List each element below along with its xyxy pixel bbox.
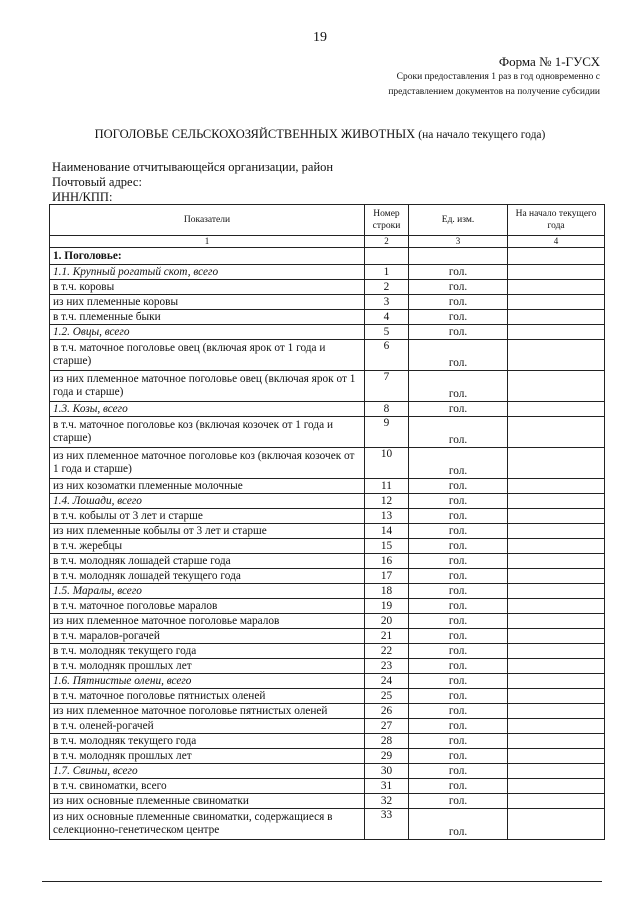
row-unit: гол. bbox=[408, 310, 507, 325]
row-label: из них племенное маточное поголовье маралов bbox=[50, 614, 365, 629]
row-unit: гол. bbox=[408, 494, 507, 509]
value-input-cell[interactable] bbox=[508, 689, 605, 704]
table-row bbox=[50, 479, 605, 494]
footer-divider bbox=[42, 881, 602, 882]
table-row bbox=[50, 659, 605, 674]
row-label: 1.4. Лошади, всего bbox=[50, 494, 365, 509]
row-label: в т.ч. маточное поголовье маралов bbox=[50, 599, 365, 614]
table-body bbox=[50, 248, 605, 840]
row-number: 4 bbox=[364, 310, 408, 325]
row-label: 1.1. Крупный рогатый скот, всего bbox=[50, 265, 365, 280]
table-row bbox=[50, 704, 605, 719]
row-unit: гол. bbox=[408, 809, 507, 840]
row-unit: гол. bbox=[408, 674, 507, 689]
table-row bbox=[50, 719, 605, 734]
row-label: 1.7. Свиньи, всего bbox=[50, 764, 365, 779]
value-input-cell[interactable] bbox=[508, 569, 605, 584]
value-input-cell[interactable] bbox=[508, 794, 605, 809]
row-unit: гол. bbox=[408, 599, 507, 614]
value-input-cell[interactable] bbox=[508, 614, 605, 629]
row-number: 18 bbox=[364, 584, 408, 599]
row-unit: гол. bbox=[408, 402, 507, 417]
value-input-cell[interactable] bbox=[508, 295, 605, 310]
table-row bbox=[50, 280, 605, 295]
table-row bbox=[50, 295, 605, 310]
row-label: из них племенные кобылы от 3 лет и старше bbox=[50, 524, 365, 539]
column-index: 1 bbox=[50, 236, 365, 248]
row-number: 12 bbox=[364, 494, 408, 509]
row-number: 28 bbox=[364, 734, 408, 749]
row-label: в т.ч. молодняк текущего года bbox=[50, 734, 365, 749]
row-unit: гол. bbox=[408, 280, 507, 295]
row-unit bbox=[408, 248, 507, 265]
row-unit: гол. bbox=[408, 295, 507, 310]
header-unit: Ед. изм. bbox=[408, 205, 507, 236]
value-input-cell[interactable] bbox=[508, 310, 605, 325]
row-number bbox=[364, 248, 408, 265]
title-sub: (на начало текущего года) bbox=[418, 129, 546, 141]
row-number: 21 bbox=[364, 629, 408, 644]
table-row bbox=[50, 265, 605, 280]
row-number: 1 bbox=[364, 265, 408, 280]
value-input-cell[interactable] bbox=[508, 524, 605, 539]
row-label: 1.5. Маралы, всего bbox=[50, 584, 365, 599]
table-row bbox=[50, 809, 605, 840]
table-row bbox=[50, 539, 605, 554]
row-number: 9 bbox=[364, 417, 408, 448]
value-input-cell[interactable] bbox=[508, 340, 605, 371]
table-row bbox=[50, 689, 605, 704]
row-label: 1.2. Овцы, всего bbox=[50, 325, 365, 340]
row-unit: гол. bbox=[408, 584, 507, 599]
row-label: в т.ч. молодняк прошлых лет bbox=[50, 659, 365, 674]
row-unit: гол. bbox=[408, 794, 507, 809]
table-row bbox=[50, 614, 605, 629]
table-row bbox=[50, 674, 605, 689]
table-row bbox=[50, 402, 605, 417]
row-unit: гол. bbox=[408, 614, 507, 629]
row-unit: гол. bbox=[408, 704, 507, 719]
row-number: 5 bbox=[364, 325, 408, 340]
value-input-cell[interactable] bbox=[508, 509, 605, 524]
row-unit: гол. bbox=[408, 689, 507, 704]
value-input-cell[interactable] bbox=[508, 629, 605, 644]
row-unit: гол. bbox=[408, 569, 507, 584]
row-label: 1.3. Козы, всего bbox=[50, 402, 365, 417]
row-label: 1.6. Пятнистые олени, всего bbox=[50, 674, 365, 689]
row-label: в т.ч. маралов-рогачей bbox=[50, 629, 365, 644]
row-unit: гол. bbox=[408, 764, 507, 779]
submission-deadline bbox=[300, 70, 600, 100]
value-input-cell[interactable] bbox=[508, 494, 605, 509]
row-number: 32 bbox=[364, 794, 408, 809]
value-input-cell[interactable] bbox=[508, 325, 605, 340]
value-input-cell[interactable] bbox=[508, 749, 605, 764]
column-index: 4 bbox=[508, 236, 605, 248]
row-unit: гол. bbox=[408, 659, 507, 674]
row-unit: гол. bbox=[408, 265, 507, 280]
value-input-cell[interactable] bbox=[508, 719, 605, 734]
row-number: 27 bbox=[364, 719, 408, 734]
row-unit: гол. bbox=[408, 554, 507, 569]
row-label: в т.ч. молодняк лошадей текущего года bbox=[50, 569, 365, 584]
value-input-cell[interactable] bbox=[508, 599, 605, 614]
row-number: 15 bbox=[364, 539, 408, 554]
column-index: 2 bbox=[364, 236, 408, 248]
row-number: 33 bbox=[364, 809, 408, 840]
livestock-table bbox=[49, 204, 605, 840]
row-number: 14 bbox=[364, 524, 408, 539]
row-label: из них козоматки племенные молочные bbox=[50, 479, 365, 494]
row-label: из них племенное маточное поголовье овец (включая ярок от 1 года и старше) bbox=[50, 371, 365, 402]
table-row bbox=[50, 794, 605, 809]
table-header-row bbox=[50, 205, 605, 236]
row-label: 1. Поголовье: bbox=[50, 248, 365, 265]
row-label: в т.ч. молодняк текущего года bbox=[50, 644, 365, 659]
table-row bbox=[50, 749, 605, 764]
row-label: в т.ч. жеребцы bbox=[50, 539, 365, 554]
row-unit: гол. bbox=[408, 779, 507, 794]
value-input-cell[interactable] bbox=[508, 265, 605, 280]
row-unit: гол. bbox=[408, 509, 507, 524]
table-row bbox=[50, 599, 605, 614]
row-number: 3 bbox=[364, 295, 408, 310]
document-title bbox=[0, 127, 640, 142]
row-number: 30 bbox=[364, 764, 408, 779]
table-row bbox=[50, 494, 605, 509]
form-number: Форма № 1-ГУСХ bbox=[498, 54, 600, 69]
value-input-cell[interactable] bbox=[508, 479, 605, 494]
page-number: 19 bbox=[313, 30, 327, 45]
row-number: 16 bbox=[364, 554, 408, 569]
table-row bbox=[50, 248, 605, 265]
row-unit: гол. bbox=[408, 371, 507, 402]
table-row bbox=[50, 524, 605, 539]
value-input-cell[interactable] bbox=[508, 402, 605, 417]
row-label: из них основные племенные свиноматки, содержащиеся в селекционно-генетическом центре bbox=[50, 809, 365, 840]
row-label: в т.ч. племенные быки bbox=[50, 310, 365, 325]
row-unit: гол. bbox=[408, 417, 507, 448]
value-input-cell[interactable] bbox=[508, 280, 605, 295]
row-number: 17 bbox=[364, 569, 408, 584]
row-label: из них племенное маточное поголовье коз (включая козочек от 1 года и старше) bbox=[50, 448, 365, 479]
row-label: в т.ч. молодняк лошадей старше года bbox=[50, 554, 365, 569]
value-input-cell[interactable] bbox=[508, 539, 605, 554]
row-unit: гол. bbox=[408, 340, 507, 371]
value-input-cell[interactable] bbox=[508, 779, 605, 794]
value-input-cell[interactable] bbox=[508, 704, 605, 719]
column-index: 3 bbox=[408, 236, 507, 248]
row-label: из них основные племенные свиноматки bbox=[50, 794, 365, 809]
column-index-row bbox=[50, 236, 605, 248]
table-row bbox=[50, 310, 605, 325]
table-row bbox=[50, 779, 605, 794]
row-unit: гол. bbox=[408, 325, 507, 340]
row-number: 7 bbox=[364, 371, 408, 402]
row-number: 10 bbox=[364, 448, 408, 479]
row-number: 31 bbox=[364, 779, 408, 794]
table-row bbox=[50, 629, 605, 644]
row-label: в т.ч. свиноматки, всего bbox=[50, 779, 365, 794]
row-unit: гол. bbox=[408, 629, 507, 644]
row-unit: гол. bbox=[408, 749, 507, 764]
title-main: ПОГОЛОВЬЕ СЕЛЬСКОХОЗЯЙСТВЕННЫХ ЖИВОТНЫХ bbox=[94, 127, 416, 141]
row-number: 19 bbox=[364, 599, 408, 614]
row-number: 11 bbox=[364, 479, 408, 494]
row-number: 8 bbox=[364, 402, 408, 417]
row-unit: гол. bbox=[408, 644, 507, 659]
value-input-cell[interactable] bbox=[508, 554, 605, 569]
row-label: из них племенные коровы bbox=[50, 295, 365, 310]
table-row bbox=[50, 569, 605, 584]
value-input-cell[interactable] bbox=[508, 371, 605, 402]
value-input-cell[interactable] bbox=[508, 764, 605, 779]
row-label: из них племенное маточное поголовье пятнистых оленей bbox=[50, 704, 365, 719]
row-label: в т.ч. коровы bbox=[50, 280, 365, 295]
table-row bbox=[50, 734, 605, 749]
value-input-cell[interactable] bbox=[508, 659, 605, 674]
table-row bbox=[50, 340, 605, 371]
value-input-cell bbox=[508, 248, 605, 265]
value-input-cell[interactable] bbox=[508, 584, 605, 599]
org-name-label: Наименование отчитывающейся организации, район bbox=[52, 160, 334, 174]
organization-info bbox=[52, 160, 333, 205]
table-row bbox=[50, 554, 605, 569]
row-label: в т.ч. маточное поголовье коз (включая козочек от 1 года и старше) bbox=[50, 417, 365, 448]
table-row bbox=[50, 371, 605, 402]
value-input-cell[interactable] bbox=[508, 809, 605, 840]
row-number: 25 bbox=[364, 689, 408, 704]
header-row-number: Номер строки bbox=[364, 205, 408, 236]
row-number: 13 bbox=[364, 509, 408, 524]
row-unit: гол. bbox=[408, 734, 507, 749]
value-input-cell[interactable] bbox=[508, 734, 605, 749]
table-row bbox=[50, 509, 605, 524]
table-row bbox=[50, 644, 605, 659]
row-label: в т.ч. маточное поголовье овец (включая ярок от 1 года и старше) bbox=[50, 340, 365, 371]
table-row bbox=[50, 584, 605, 599]
header-value: На начало текущего года bbox=[508, 205, 605, 236]
row-number: 2 bbox=[364, 280, 408, 295]
value-input-cell[interactable] bbox=[508, 448, 605, 479]
deadline-line-2: представлением документов на получение субсидии bbox=[388, 87, 600, 97]
table-row bbox=[50, 325, 605, 340]
row-number: 22 bbox=[364, 644, 408, 659]
row-number: 6 bbox=[364, 340, 408, 371]
table-row bbox=[50, 448, 605, 479]
table-row bbox=[50, 417, 605, 448]
inn-kpp-label: ИНН/КПП: bbox=[52, 190, 113, 204]
row-unit: гол. bbox=[408, 539, 507, 554]
postal-address-label: Почтовый адрес: bbox=[52, 175, 142, 189]
row-number: 20 bbox=[364, 614, 408, 629]
value-input-cell[interactable] bbox=[508, 674, 605, 689]
value-input-cell[interactable] bbox=[508, 644, 605, 659]
deadline-line-1: Сроки предоставления 1 раз в год одновременно с bbox=[396, 72, 600, 82]
row-number: 26 bbox=[364, 704, 408, 719]
row-number: 29 bbox=[364, 749, 408, 764]
row-label: в т.ч. маточное поголовье пятнистых оленей bbox=[50, 689, 365, 704]
header-indicator: Показатели bbox=[50, 205, 365, 236]
value-input-cell[interactable] bbox=[508, 417, 605, 448]
row-unit: гол. bbox=[408, 448, 507, 479]
row-number: 23 bbox=[364, 659, 408, 674]
row-label: в т.ч. кобылы от 3 лет и старше bbox=[50, 509, 365, 524]
row-label: в т.ч. оленей-рогачей bbox=[50, 719, 365, 734]
table-row bbox=[50, 764, 605, 779]
row-number: 24 bbox=[364, 674, 408, 689]
row-unit: гол. bbox=[408, 524, 507, 539]
row-unit: гол. bbox=[408, 719, 507, 734]
row-label: в т.ч. молодняк прошлых лет bbox=[50, 749, 365, 764]
row-unit: гол. bbox=[408, 479, 507, 494]
